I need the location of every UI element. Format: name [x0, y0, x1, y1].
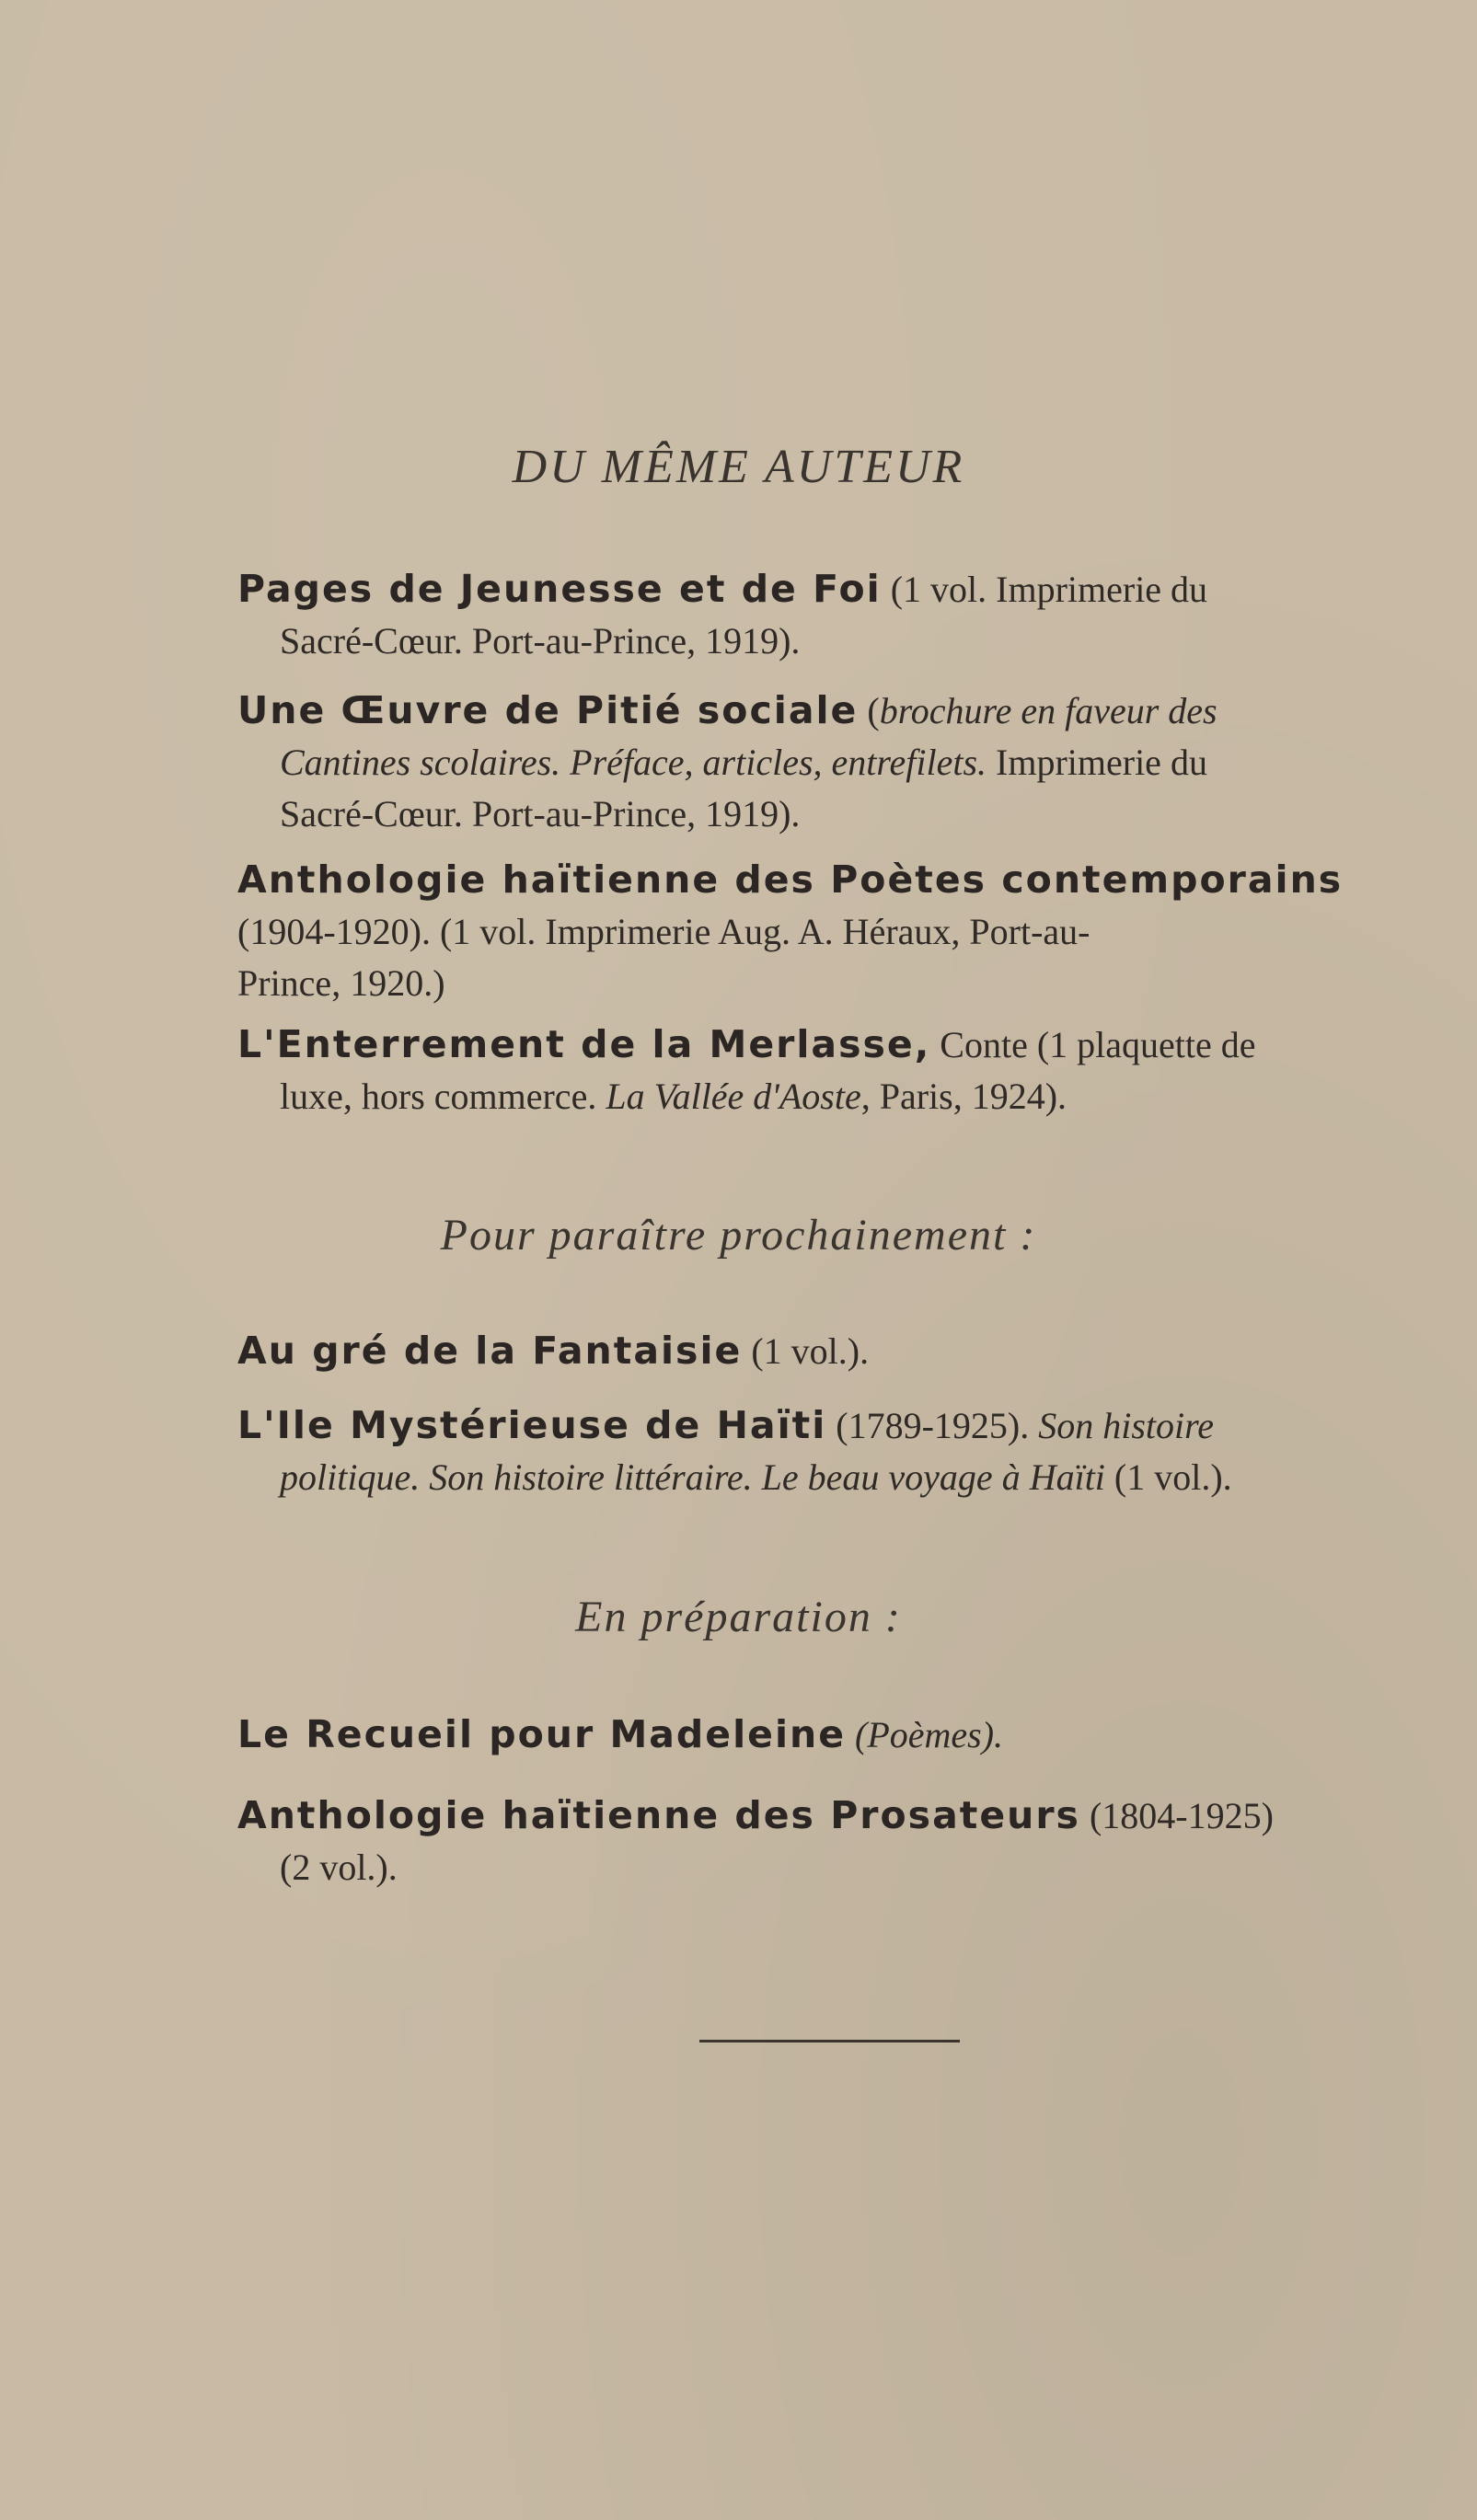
work-details-continued: Sacré-Cœur. Port-au-Prince, 1919). [280, 793, 801, 834]
work-details: (1904-1920). (1 vol. Imprimerie Aug. A. Héraux, Port-au- [237, 911, 1090, 952]
work-title: Une Œuvre de Pitié sociale [237, 688, 859, 732]
work-details: (1804-1925) [1079, 1795, 1274, 1836]
preparation-entry-recueil [237, 1709, 1417, 1761]
work-details-continued: (2 vol.). [280, 1847, 398, 1888]
work-details-italic: politique. Son histoire littéraire. Le beau voyage à Haïti [280, 1456, 1105, 1498]
work-details-italic: brochure en faveur des [879, 690, 1217, 731]
work-entry-enterrement-merlasse [237, 1018, 1417, 1122]
work-details-continued: Sacré-Cœur. Port-au-Prince, 1919). [280, 620, 801, 662]
work-details: ( [858, 690, 880, 731]
work-details-italic: Cantines scolaires. Préface, articles, entrefilets. [280, 742, 987, 783]
work-title: L'Ile Mystérieuse de Haïti [237, 1403, 827, 1447]
preparation-entry-anthologie-prosateurs [237, 1789, 1417, 1893]
work-title: Le Recueil pour Madeleine [237, 1712, 846, 1756]
work-details: (1 vol.). [1104, 1456, 1232, 1498]
section-heading-same-author: DU MÊME AUTEUR [512, 441, 965, 493]
work-details: , Paris, 1924). [860, 1076, 1067, 1117]
work-details: (1 vol. Imprimerie du [881, 569, 1208, 610]
section-heading-forthcoming: Pour paraître prochainement : [440, 1211, 1037, 1260]
work-title: Au gré de la Fantaisie [237, 1329, 743, 1373]
work-details-continued [237, 1452, 1417, 1503]
work-entry-pages-de-jeunesse [237, 563, 1417, 667]
work-details-italic: La Vallée d'Aoste [606, 1076, 861, 1117]
work-details-italic: (Poèmes). [846, 1714, 1004, 1755]
work-details: Conte (1 plaquette de [930, 1024, 1256, 1065]
work-title: Anthologie haïtienne des Poètes contemporains [237, 857, 1344, 902]
work-entry-anthologie-poetes [237, 854, 1417, 1009]
work-title: Pages de Jeunesse et de Foi [237, 567, 882, 611]
work-details: (1789-1925). [826, 1405, 1039, 1446]
work-entry-oeuvre-de-pitie [237, 685, 1417, 840]
section-heading-in-preparation: En préparation : [575, 1593, 902, 1641]
work-details-continued [237, 737, 1417, 788]
work-details: (1 vol.). [742, 1330, 870, 1372]
forthcoming-entry-au-gre [237, 1325, 1417, 1377]
work-title: Anthologie haïtienne des Prosateurs [237, 1793, 1080, 1837]
work-details-continued: Prince, 1920.) [237, 962, 445, 1004]
work-details: Imprimerie du [987, 742, 1207, 783]
work-details: luxe, hors commerce. [280, 1076, 606, 1117]
work-details-italic: Son histoire [1038, 1405, 1214, 1446]
work-title: L'Enterrement de la Merlasse, [237, 1022, 931, 1066]
closing-rule [699, 2040, 960, 2042]
work-details-continued [237, 1071, 1417, 1122]
forthcoming-entry-ile-mysterieuse [237, 1399, 1417, 1503]
